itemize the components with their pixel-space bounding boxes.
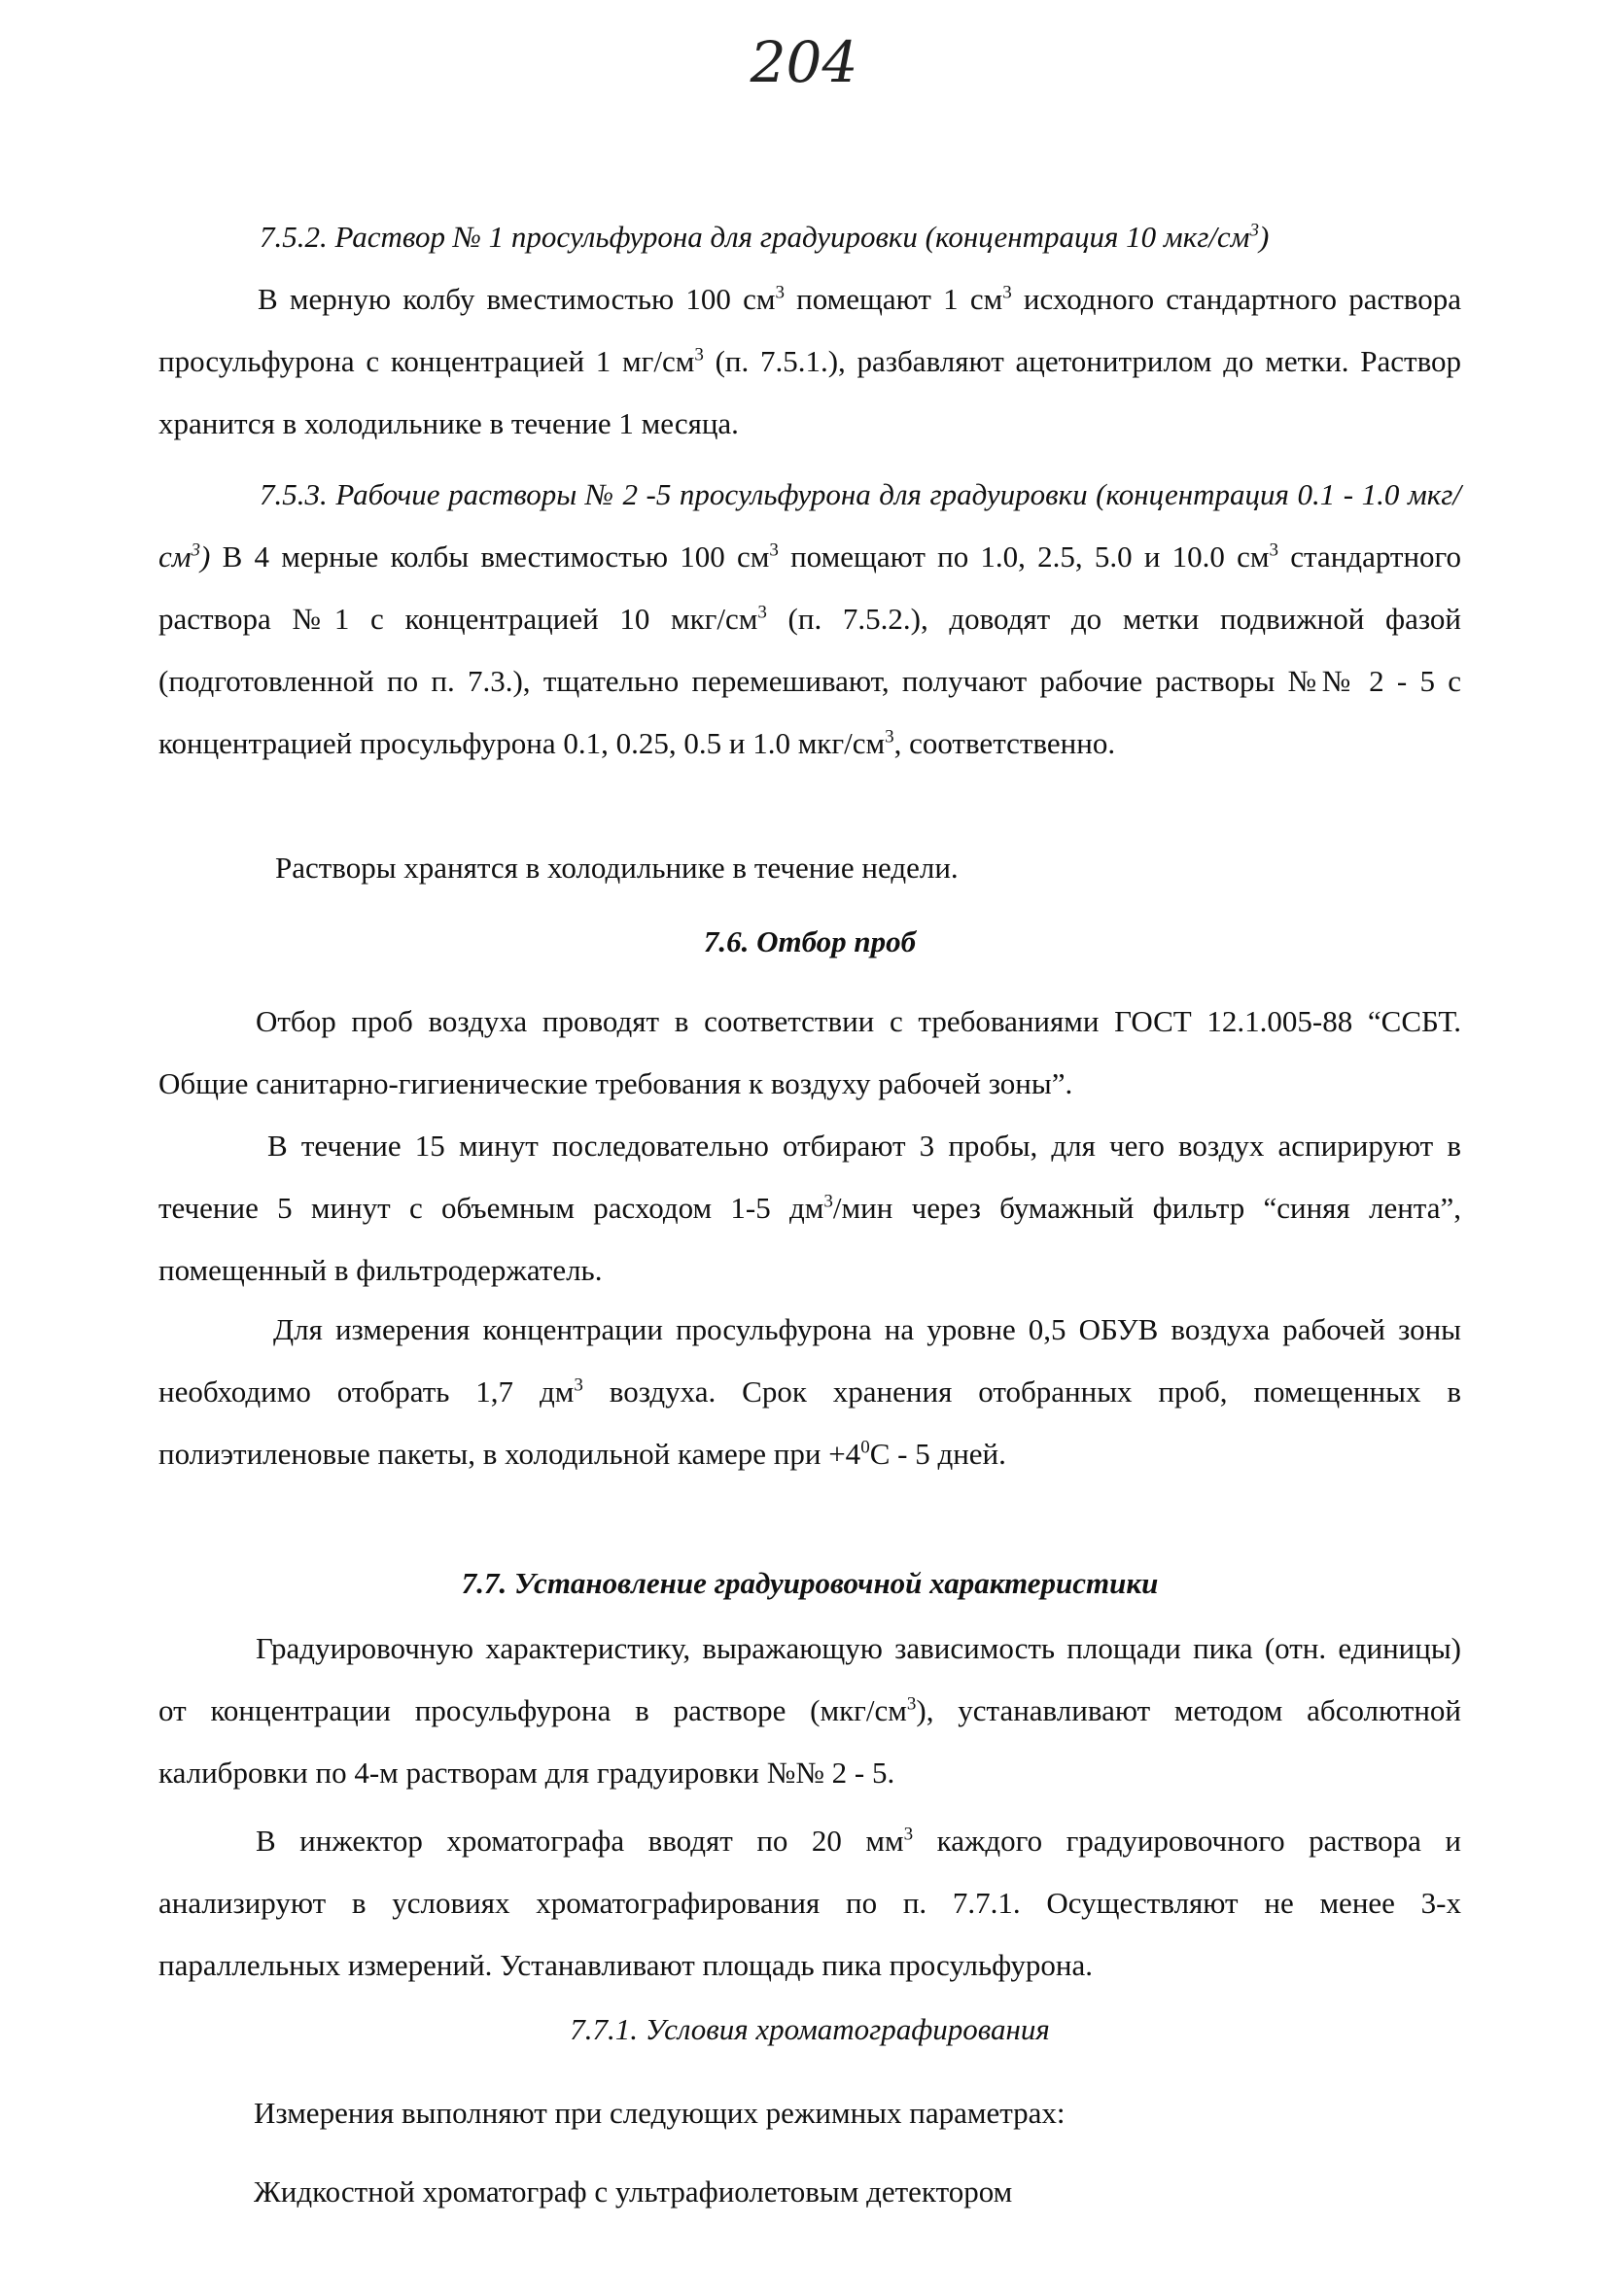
section-7-6-heading: 7.6. Отбор проб <box>703 924 917 958</box>
section-7-6-paragraph-1: Отбор проб воздуха проводят в соответствии с требованиями ГОСТ 12.1.005-88 “ССБТ. Общие санитарно-гигиенические требования к воздуху рабочей зоны”. <box>158 1004 1461 1100</box>
section-7-7-heading: 7.7. Установление градуировочной характеристики <box>461 1566 1159 1600</box>
section-7-5-2-paragraph: В мерную колбу вместимостью 100 $см^3$ помещают 1 $см^3$ исходного стандартного раствора просульфурона с концентрацией 1 $мг/см^3$ (п. 7.5.1.), разбавляют ацетонитрилом до метки. Раствор хранится в холодильнике в течение 1 месяца. <box>158 282 1462 440</box>
section-7-7-1-paragraph-1: Измерения выполняют при следующих режимных параметрах: <box>254 2096 1066 2130</box>
section-7-7-paragraph-2: В инжектор хроматографа вводят по 20 $мм^3$ каждого градуировочного раствора и анализируют в условиях хроматографирования по п. 7.7.1. Осуществляют не менее 3-х параллельных измерений. Устанавливают площадь пика просульфурона. <box>158 1824 1461 1982</box>
section-7-6-paragraph-3: Для измерения концентрации просульфурона на уровне 0,5 ОБУВ воздуха рабочей зоны необходимо отобрать 1,7 $дм^3$ воздуха. Срок хранения отобранных проб, помещенных в полиэтиленовые пакеты, в холодильной камере при $+4^0С - 5$ дней. <box>158 1312 1461 1471</box>
section-7-6-paragraph-2: В течение 15 минут последовательно отбирают 3 пробы, для чего воздух аспирируют в течение 5 минут с объемным расходом 1-5 $дм^3$/мин через бумажный фильтр “синяя лента”, помещенный в фильтродержатель. <box>158 1129 1461 1287</box>
section-7-7-paragraph-1: Градуировочную характеристику, выражающую зависимость площади пика (отн. единицы) от концентрации просульфурона в растворе $(мкг/см^3)$, устанавливают методом абсолютной калибровки по 4-м растворам для градуировки №№ 2 - 5. <box>158 1631 1461 1790</box>
section-7-7-1-paragraph-2: Жидкостной хроматограф с ультрафиолетовым детектором <box>254 2174 1013 2209</box>
page-number: 204 <box>750 29 858 95</box>
section-7-5-3-paragraph: 7.5.3. Рабочие растворы № 2 -5 просульфурона для градуировки (концентрация 0.1 - 1.0 мкг/$см^3$) В 4 мерные колбы вместимостью 100 $см^3$ помещают по 1.0, 2.5, 5.0 и 10.0 $см^3$ стандартного раствора №1 с концентрацией 10 мкг/$см^3$ (п. 7.5.2.), доводят до метки подвижной фазой (подготовленной по п. 7.3.), тщательно перемешивают, получают рабочие растворы №№ 2 - 5 с концентрацией просульфурона 0.1, 0.25, 0.5 и 1.0 мкг/$см^3$, соответственно. <box>158 477 1461 760</box>
section-7-7-1-heading: 7.7.1. Условия хроматографирования <box>570 2012 1050 2046</box>
section-7-5-2-heading: 7.5.2. Раствор № 1 просульфурона для градуировки (концентрация 10 мкг/$см^3$) <box>260 220 1270 254</box>
section-7-5-3-storage-note: Растворы хранятся в холодильнике в течение недели. <box>275 851 959 885</box>
